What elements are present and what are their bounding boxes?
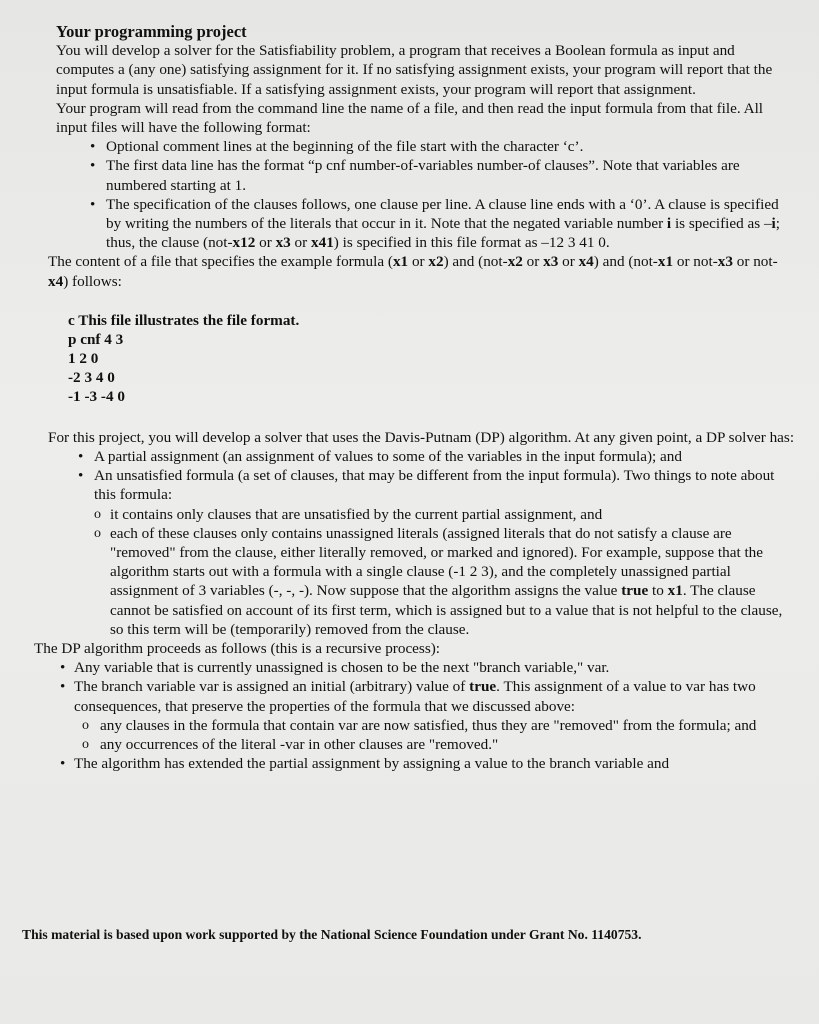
format-list	[34, 137, 795, 252]
list-item: • The algorithm has extended the partial assignment by assigning a value to the branch variable and	[60, 754, 795, 773]
dp-state-list	[34, 447, 795, 639]
sample-line: c This file illustrates the file format.	[68, 311, 300, 329]
sample-file	[68, 311, 795, 406]
sample-line: -2 3 4 0	[68, 368, 115, 386]
list-item: • Optional comment lines at the beginning of the file start with the character ‘c’.	[90, 137, 795, 156]
list-item: • The first data line has the format “p cnf number-of-variables number-of clauses”. Note that variables are numbered starting at 1.	[90, 156, 795, 194]
dp-intro-paragraph: For this project, you will develop a solver that uses the Davis-Putnam (DP) algorithm. At any given point, a DP solver has:	[48, 428, 795, 446]
list-item: • The specification of the clauses follows, one clause per line. A clause line ends with a ‘0’. A clause is specified by writing the numbers of the literals that occur in it. Note that the negated variable number i is specified as –i; thus, the clause (not-x12 or x3 or x41) is specified in this file format as –12 3 41 0.	[90, 195, 795, 253]
list-item: o it contains only clauses that are unsatisfied by the current partial assignment, and	[94, 505, 795, 524]
read-paragraph: Your program will read from the command line the name of a file, and then read the input formula from that file. All input files will have the following format:	[56, 99, 764, 137]
sample-line: -1 -3 -4 0	[68, 387, 125, 405]
content-paragraph: The content of a file that specifies the example formula (x1 or x2) and (not-x2 or x3 or x4) and (not-x1 or not-x3 or not-x4) follows:	[48, 253, 778, 290]
list-item: • A partial assignment (an assignment of values to some of the variables in the input formula); and	[78, 447, 795, 466]
footer-note: This material is based upon work supported by the National Science Foundation under Grant No. 1140753.	[22, 927, 642, 942]
list-item: • An unsatisfied formula (a set of clauses, that may be different from the input formula). Two things to note about this formula: o it contains only clauses that are unsatisfied by the current partial assignment, and o each of these clauses only contains unassigned literals (assigned literals that do not satisfy a clause are "removed" from the clause, either literally removed, or marked and ignored). For example, suppose that the algorithm starts out with a formula with a single clause (-1 2 3), and the completely unassigned partial assignment of 3 variables (-, -, -). Now suppose that the algorithm assigns the value true to x1. The clause cannot be satisfied on account of its first term, which is assigned but to a value that is not helpful to the clause, so this term will be (temporarily) removed from the clause.	[78, 466, 795, 639]
intro-paragraph: You will develop a solver for the Satisfiability problem, a program that receives a Boolean formula as input and computes a (any one) satisfying assignment for it. If no satisfying assignment exists, your program will report that the input formula is unsatisfiable. If a satisfying assignment exists, your program will report that assignment.	[56, 42, 773, 98]
list-item: o each of these clauses only contains unassigned literals (assigned literals that do not satisfy a clause are "removed" from the clause, either literally removed, or marked and ignored). For example, suppose that the algorithm starts out with a formula with a single clause (-1 2 3), and the completely unassigned partial assignment of 3 variables (-, -, -). Now suppose that the algorithm assigns the value true to x1. The clause cannot be satisfied on account of its first term, which is assigned but to a value that is not helpful to the clause, so this term will be (temporarily) removed from the clause.	[94, 524, 795, 639]
page-title: Your programming project	[56, 22, 247, 41]
list-item: o any clauses in the formula that contain var are now satisfied, thus they are "removed" from the formula; and	[82, 716, 795, 735]
list-item: • The branch variable var is assigned an initial (arbitrary) value of true. This assignment of a value to var has two consequences, that preserve the properties of the formula that we discussed above: o any clauses in the formula that contain var are now satisfied, thus they are "removed" from the formula; and o any occurrences of the literal -var in other clauses are "removed."	[60, 677, 795, 754]
sample-line: p cnf 4 3	[68, 330, 124, 348]
procedure-list	[34, 658, 795, 773]
list-item: o any occurrences of the literal -var in other clauses are "removed."	[82, 735, 795, 754]
consequences-list	[74, 716, 795, 754]
formula-notes-list	[94, 505, 795, 639]
list-item: • Any variable that is currently unassigned is chosen to be the next "branch variable," var.	[60, 658, 795, 677]
proceeds-paragraph: The DP algorithm proceeds as follows (this is a recursive process):	[34, 640, 441, 658]
sample-line: 1 2 0	[68, 349, 99, 367]
